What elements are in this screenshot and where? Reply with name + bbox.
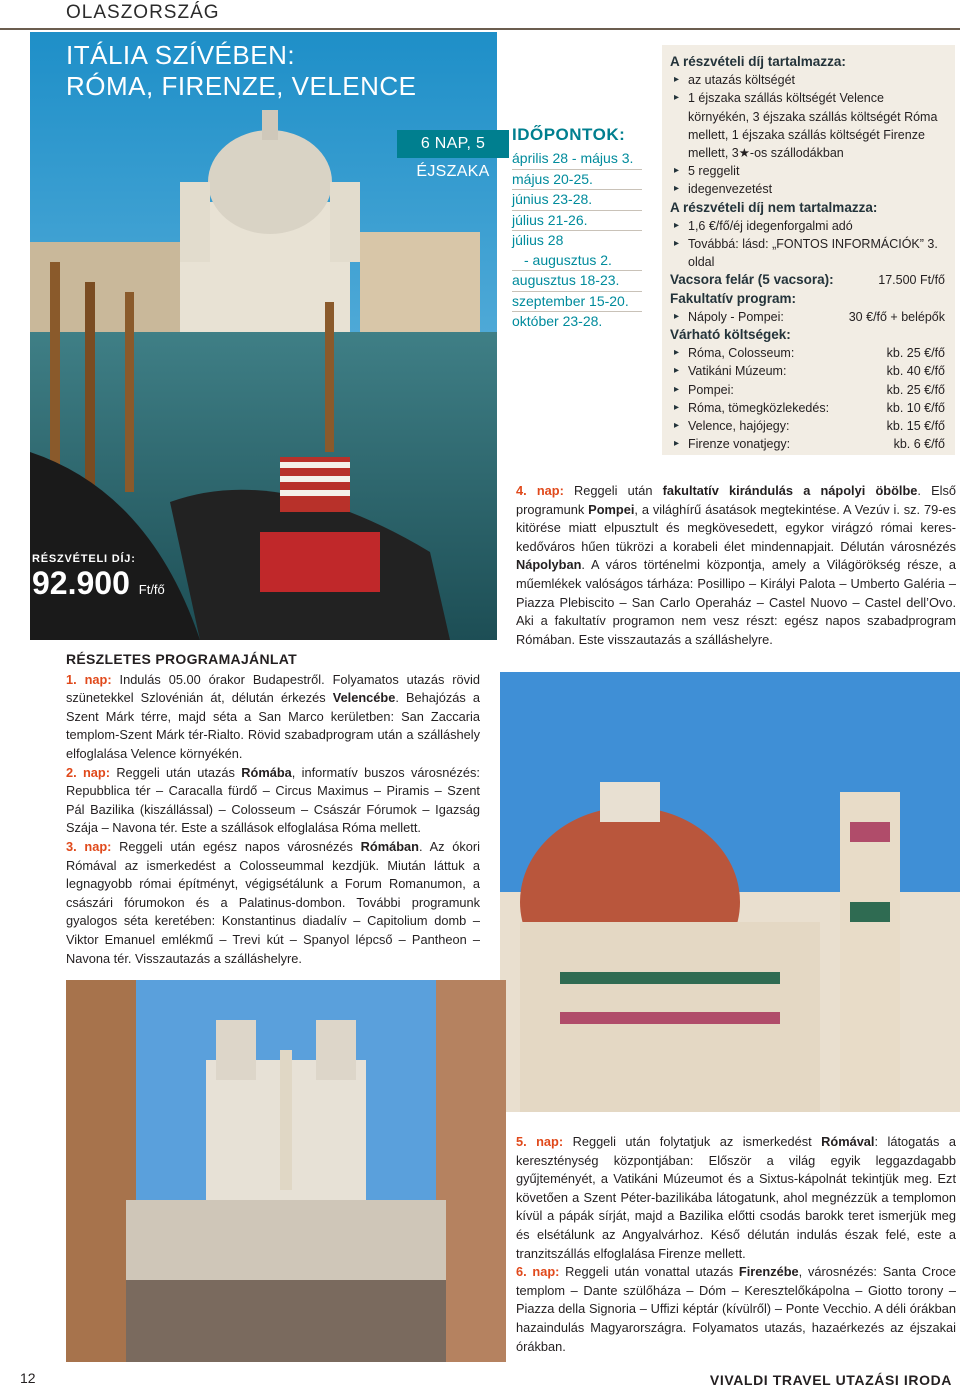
tour-title-line1: ITÁLIA SZÍVÉBEN: xyxy=(66,40,296,70)
day-text: . Az ókori Rómával az ismerkedést a Colosseummal kezdjük. Miután láttuk a legnagyobb római építményt, végigsétálunk a Forum Romanumon, a császári fórumokon és a Palatinus-dombon. További programunk gyalogos séta keretében: Konstantinus diadalív – Capitolium domb – Viktor Emanuel emlékmű – Trevi kút – Spanyol lépcső – Pantheon – Navona tér. Visszautazás a szálláshelyre. xyxy=(66,838,480,966)
price-box xyxy=(32,553,172,609)
cost-row xyxy=(670,362,945,380)
day-label: 4. nap: xyxy=(516,483,564,498)
cost-row xyxy=(670,381,945,399)
date-item: július 21-26. xyxy=(512,211,642,232)
program-title: RÉSZLETES PROGRAMAJÁNLAT xyxy=(66,651,297,667)
day-text: . Behajózás a Szent Márk térre, majd séta a San Marco kerületben: San Zaccaria templom-Szent Márk tér-Rialto. Rövid szabadprogram után a szálláshely elfoglalása Velence környékén. xyxy=(66,690,480,761)
price-label: RÉSZVÉTELI DÍJ: xyxy=(32,553,136,565)
program-column-left xyxy=(66,650,480,968)
day-text: Reggeli után xyxy=(563,483,663,498)
day-text: Reggeli után egész napos városnézés xyxy=(111,838,361,854)
day-highlight: Rómában xyxy=(360,838,419,854)
day-2 xyxy=(66,764,480,838)
footer-brand: VIVALDI TRAVEL UTAZÁSI IRODA xyxy=(709,1372,952,1388)
optional-name: ▸ Nápoly - Pompei: xyxy=(688,309,784,324)
price-value xyxy=(32,565,172,608)
cost-value: kb. 40 €/fő xyxy=(886,364,945,379)
day-text: : látogatás a kereszténység központjában: Először a világ egyik leggazdagabb gyűjteményét, a Vatikáni Múzeumot és a Sixtus-kápolnát tekintjük meg. Ezt követően a Szent Péter-bazilikába látogatunk, ahol megnézzük a templomon kívül a pápák sírját, majd a Bazilika előtti csodás barokk teret ismerjük meg és elsétálunk az Angyalvárhoz. Késő délután indulás észak felé, este a tranzitszállás elfoglalása Firenze mellett. xyxy=(516,1134,956,1261)
date-item: május 20-25. xyxy=(512,170,642,191)
included-item: ▸ 1 éjszaka szállás költségét Velence környékén, 3 éjszaka szállás költségét Róma mellett, 1 éjszaka szállás költségét Firenze mellett, 3★-os szállodákban xyxy=(670,89,945,162)
day-5 xyxy=(516,1133,956,1263)
page-number: 12 xyxy=(20,1370,36,1386)
day-label: 5. nap: xyxy=(516,1134,564,1149)
day-label: 3. nap: xyxy=(66,838,112,854)
excluded-item: ▸ Továbbá: lásd: „FONTOS INFORMÁCIÓK” 3. oldal xyxy=(670,235,945,271)
info-box xyxy=(662,45,955,455)
dates-box xyxy=(512,125,642,345)
day-highlight: Nápolyban xyxy=(516,557,582,573)
day-highlight: Rómába xyxy=(241,764,292,780)
price-unit: Ft/fő xyxy=(138,582,165,597)
cost-row xyxy=(670,399,945,417)
day-label: 2. nap: xyxy=(66,764,110,780)
day-text: . Első programunk xyxy=(516,483,957,517)
included-item: ▸ az utazás költségét xyxy=(670,71,945,89)
rome-photo xyxy=(66,980,506,1362)
cost-row xyxy=(670,435,945,453)
day-text: , informatív buszos városnézés: Repubblica tér – Caracalla fürdő – Circus Maximus – Piramis – Szent Pál Bazilika (kiszállással) – Colosseum – Császár Fórumok – Igazság Szája – Navona tér. Este a szállások elfoglalása Róma mellett. xyxy=(66,764,480,836)
date-item: - augusztus 2. xyxy=(512,251,642,272)
dinner-label: Vacsora felár (5 vacsora): xyxy=(670,272,834,288)
day-3 xyxy=(66,838,480,968)
excluded-title: A részvételi díj nem tartalmazza: xyxy=(670,199,878,215)
day-text: Reggeli után vonattal utazás xyxy=(559,1264,739,1280)
day-label: 1. nap: xyxy=(66,671,112,687)
cost-name: ▸ Pompei: xyxy=(688,382,734,397)
cost-name: ▸ Velence, hajójegy: xyxy=(688,419,790,434)
date-item: szeptember 15-20. xyxy=(512,292,642,313)
day-text: . A város történelmi központja, amely a Világörökség része, a műemlékek valóságos tárháza: Posillipo – Királyi Palota – Umberto Galéria – Piazza Plebiscito – San Carlo Operaház – Castel Nuovo – Castel dell’Ovo. Aki a fakultatív programon nem vesz részt: egész napos szabadprogram Rómában. Este visszautazás a szálláshelyre. xyxy=(516,557,956,647)
cost-name: ▸ Róma, tömegközlekedés: xyxy=(688,400,830,415)
day-highlight: Firenzébe xyxy=(738,1264,799,1280)
included-item: ▸ idegenvezetést xyxy=(670,180,945,198)
day-1 xyxy=(66,671,480,764)
florence-photo xyxy=(500,672,960,1112)
cost-value: kb. 10 €/fő xyxy=(886,400,945,415)
dinner-row xyxy=(670,271,945,289)
date-item: április 28 - május 3. xyxy=(512,149,642,170)
costs-title: Várható költségek: xyxy=(670,327,791,343)
dinner-value: 17.500 Ft/fő xyxy=(878,273,945,288)
date-item: július 28 xyxy=(512,232,564,248)
day-highlight: Pompei xyxy=(588,501,635,517)
program-column-right-top xyxy=(516,482,956,649)
day-6 xyxy=(516,1263,956,1356)
venice-photo xyxy=(30,32,497,640)
header-divider xyxy=(0,28,960,30)
included-item: ▸ 5 reggelit xyxy=(670,162,945,180)
cost-name: ▸ Róma, Colosseum: xyxy=(688,346,795,361)
dates-title: IDŐPONTOK: xyxy=(512,125,626,144)
country-label: OLASZORSZÁG xyxy=(66,2,220,23)
duration-badge: 6 NAP, 5 ÉJSZAKA xyxy=(397,130,509,158)
day-highlight: Velencébe xyxy=(332,690,396,706)
day-label: 6. nap: xyxy=(516,1264,560,1280)
day-text: Indulás 05.00 órakor Budapestről. Folyamatos utazás rövid szünetekkel Szlovénián át, délután érkezés xyxy=(66,671,480,706)
day-highlight: fakultatív kirándulás a nápolyi öbölbe xyxy=(662,483,918,498)
optional-title: Fakultatív program: xyxy=(670,290,797,306)
cost-value: kb. 6 €/fő xyxy=(893,437,945,452)
date-item: augusztus 18-23. xyxy=(512,271,642,292)
day-4 xyxy=(516,482,956,649)
cost-value: kb. 15 €/fő xyxy=(886,419,945,434)
cost-value: kb. 25 €/fő xyxy=(886,382,945,397)
program-column-right-bottom xyxy=(516,1133,956,1356)
price-amount: 92.900 xyxy=(32,565,130,601)
day-text: Reggeli után utazás xyxy=(110,764,242,780)
cost-name: ▸ Firenze vonatjegy: xyxy=(688,437,791,452)
tour-title-line2: RÓMA, FIRENZE, VELENCE xyxy=(66,71,417,101)
day-highlight: Rómával xyxy=(821,1134,875,1149)
cost-row xyxy=(670,344,945,362)
day-text: , városnézés: Santa Croce templom – Dante szülőháza – Dóm – Keresztelőkápolna – Giotto torony – Piazza della Signoria – Uffizi képtár (kívülről) – Ponte Vecchio. A déli órákban hazaindulás Magyarországra. Folyamatos utazás, hazaérkezés az éjszakai órákban. xyxy=(516,1264,956,1354)
date-item: október 23-28. xyxy=(512,313,603,329)
cost-value: kb. 25 €/fő xyxy=(886,346,945,361)
date-item: június 23-28. xyxy=(512,190,642,211)
excluded-item: ▸ 1,6 €/fő/éj idegenforgalmi adó xyxy=(670,217,945,235)
included-title: A részvételi díj tartalmazza: xyxy=(670,54,846,69)
tour-title xyxy=(66,40,417,102)
optional-value: 30 €/fő + belépők xyxy=(848,309,945,324)
optional-row xyxy=(670,308,945,326)
cost-name: ▸ Vatikáni Múzeum: xyxy=(688,364,787,379)
day-text: Reggeli után folytatjuk az ismerkedést xyxy=(563,1134,822,1149)
cost-row xyxy=(670,417,945,435)
day-text: , a világhírű ásatások megtekintése. A Vezúv i. sz. 79-es kitörése miatt elpusztult és megkövesedett, egykor virágzó római kereskedőváros hűen tükrözi a korabeli élet mindennapjait. Délután városnézés xyxy=(516,501,956,554)
